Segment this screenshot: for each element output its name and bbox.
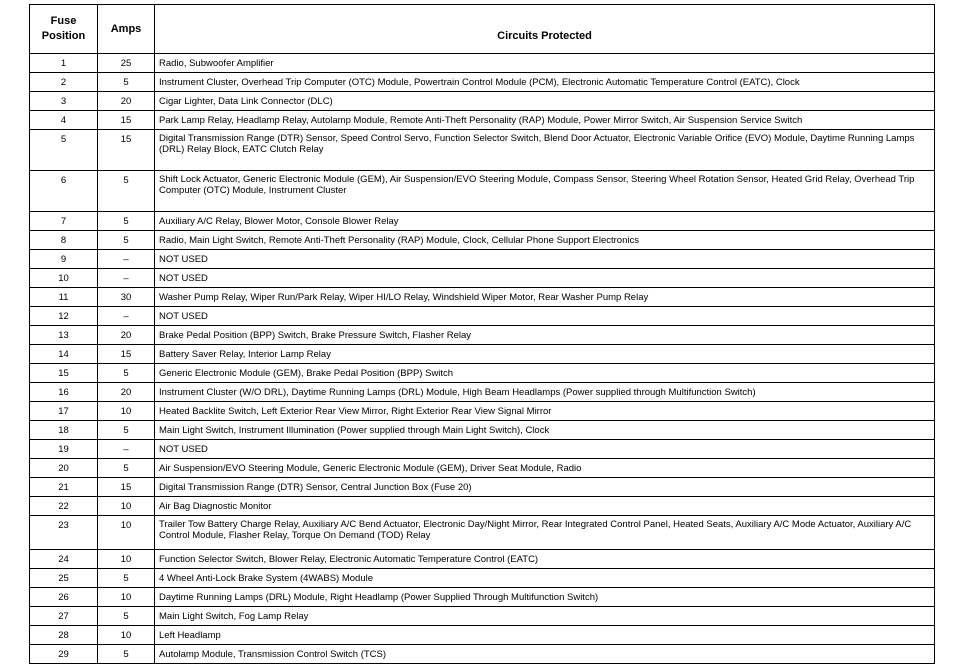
- amps-cell: 5: [98, 645, 155, 664]
- fuse-position-cell: 13: [30, 326, 98, 345]
- circuits-cell: NOT USED: [155, 307, 935, 326]
- table-row: [30, 383, 935, 402]
- circuits-cell: Autolamp Module, Transmission Control Switch (TCS): [155, 645, 935, 664]
- circuits-cell: Main Light Switch, Fog Lamp Relay: [155, 607, 935, 626]
- fuse-position-cell: 26: [30, 588, 98, 607]
- table-row: [30, 326, 935, 345]
- circuits-cell: Auxiliary A/C Relay, Blower Motor, Console Blower Relay: [155, 212, 935, 231]
- fuse-position-cell: 17: [30, 402, 98, 421]
- amps-cell: –: [98, 307, 155, 326]
- table-row: [30, 73, 935, 92]
- circuits-cell: NOT USED: [155, 440, 935, 459]
- amps-cell: 30: [98, 288, 155, 307]
- circuits-cell: Radio, Subwoofer Amplifier: [155, 54, 935, 73]
- table-row: [30, 231, 935, 250]
- amps-cell: 5: [98, 569, 155, 588]
- circuits-cell: NOT USED: [155, 269, 935, 288]
- amps-cell: –: [98, 440, 155, 459]
- amps-cell: 15: [98, 478, 155, 497]
- table-row: [30, 364, 935, 383]
- fuse-position-cell: 19: [30, 440, 98, 459]
- table-row: [30, 645, 935, 664]
- table-row: [30, 171, 935, 212]
- amps-cell: 20: [98, 326, 155, 345]
- fuse-position-cell: 1: [30, 54, 98, 73]
- header-circuits-protected: Circuits Protected: [155, 5, 935, 54]
- circuits-cell: NOT USED: [155, 250, 935, 269]
- fuse-table: [29, 4, 935, 664]
- amps-cell: 10: [98, 516, 155, 550]
- table-row: [30, 440, 935, 459]
- table-row: [30, 607, 935, 626]
- circuits-cell: Trailer Tow Battery Charge Relay, Auxiliary A/C Bend Actuator, Electronic Day/Night Mirror, Rear Integrated Control Panel, Heated Seats, Auxiliary A/C Mode Actuator, Auxiliary A/C Control Module, Flasher Relay, Torque On Demand (TOD) Relay: [155, 516, 935, 550]
- circuits-cell: 4 Wheel Anti-Lock Brake System (4WABS) Module: [155, 569, 935, 588]
- fuse-position-cell: 5: [30, 130, 98, 171]
- fuse-position-cell: 9: [30, 250, 98, 269]
- circuits-cell: Digital Transmission Range (DTR) Sensor, Speed Control Servo, Function Selector Switch, Blend Door Actuator, Electronic Variable Orifice (EVO) Module, Daytime Running Lamps (DRL) Relay Block, EATC Clutch Relay: [155, 130, 935, 171]
- circuits-cell: Function Selector Switch, Blower Relay, Electronic Automatic Temperature Control (EATC): [155, 550, 935, 569]
- circuits-cell: Air Suspension/EVO Steering Module, Generic Electronic Module (GEM), Driver Seat Module, Radio: [155, 459, 935, 478]
- table-row: [30, 54, 935, 73]
- fuse-position-cell: 15: [30, 364, 98, 383]
- amps-cell: 10: [98, 588, 155, 607]
- amps-cell: 20: [98, 92, 155, 111]
- fuse-position-cell: 8: [30, 231, 98, 250]
- fuse-position-cell: 6: [30, 171, 98, 212]
- amps-cell: 5: [98, 421, 155, 440]
- circuits-cell: Cigar Lighter, Data Link Connector (DLC): [155, 92, 935, 111]
- fuse-position-cell: 18: [30, 421, 98, 440]
- fuse-position-cell: 2: [30, 73, 98, 92]
- fuse-position-cell: 3: [30, 92, 98, 111]
- fuse-position-cell: 28: [30, 626, 98, 645]
- table-row: [30, 288, 935, 307]
- circuits-cell: Battery Saver Relay, Interior Lamp Relay: [155, 345, 935, 364]
- table-row: [30, 516, 935, 550]
- circuits-cell: Washer Pump Relay, Wiper Run/Park Relay, Wiper HI/LO Relay, Windshield Wiper Motor, Rear Washer Pump Relay: [155, 288, 935, 307]
- fuse-position-cell: 29: [30, 645, 98, 664]
- circuits-cell: Daytime Running Lamps (DRL) Module, Right Headlamp (Power Supplied Through Multifunction Switch): [155, 588, 935, 607]
- amps-cell: 10: [98, 550, 155, 569]
- circuits-cell: Park Lamp Relay, Headlamp Relay, Autolamp Module, Remote Anti-Theft Personality (RAP) Module, Power Mirror Switch, Air Suspension Service Switch: [155, 111, 935, 130]
- amps-cell: 5: [98, 171, 155, 212]
- fuse-position-cell: 24: [30, 550, 98, 569]
- fuse-position-cell: 7: [30, 212, 98, 231]
- fuse-position-cell: 20: [30, 459, 98, 478]
- circuits-cell: Instrument Cluster, Overhead Trip Computer (OTC) Module, Powertrain Control Module (PCM), Electronic Automatic Temperature Control (EATC), Clock: [155, 73, 935, 92]
- amps-cell: –: [98, 269, 155, 288]
- table-row: [30, 478, 935, 497]
- amps-cell: 15: [98, 111, 155, 130]
- amps-cell: 10: [98, 402, 155, 421]
- fuse-position-cell: 11: [30, 288, 98, 307]
- table-row: [30, 212, 935, 231]
- fuse-position-cell: 12: [30, 307, 98, 326]
- fuse-position-cell: 23: [30, 516, 98, 550]
- circuits-cell: Shift Lock Actuator, Generic Electronic Module (GEM), Air Suspension/EVO Steering Module, Compass Sensor, Steering Wheel Rotation Sensor, Heated Grid Relay, Overhead Trip Computer (OTC) Module, Instrument Cluster: [155, 171, 935, 212]
- header-amps: Amps: [98, 5, 155, 54]
- amps-cell: 15: [98, 345, 155, 364]
- table-row: [30, 459, 935, 478]
- fuse-position-cell: 16: [30, 383, 98, 402]
- circuits-cell: Left Headlamp: [155, 626, 935, 645]
- table-row: [30, 130, 935, 171]
- circuits-cell: Digital Transmission Range (DTR) Sensor, Central Junction Box (Fuse 20): [155, 478, 935, 497]
- circuits-cell: Generic Electronic Module (GEM), Brake Pedal Position (BPP) Switch: [155, 364, 935, 383]
- table-row: [30, 345, 935, 364]
- fuse-position-cell: 27: [30, 607, 98, 626]
- amps-cell: 5: [98, 73, 155, 92]
- amps-cell: 20: [98, 383, 155, 402]
- table-row: [30, 269, 935, 288]
- amps-cell: 5: [98, 212, 155, 231]
- amps-cell: 5: [98, 459, 155, 478]
- fuse-position-cell: 21: [30, 478, 98, 497]
- table-row: [30, 497, 935, 516]
- circuits-cell: Radio, Main Light Switch, Remote Anti-Theft Personality (RAP) Module, Clock, Cellular Phone Support Electronics: [155, 231, 935, 250]
- table-row: [30, 588, 935, 607]
- circuits-cell: Brake Pedal Position (BPP) Switch, Brake Pressure Switch, Flasher Relay: [155, 326, 935, 345]
- amps-cell: 15: [98, 130, 155, 171]
- circuits-cell: Heated Backlite Switch, Left Exterior Rear View Mirror, Right Exterior Rear View Signal Mirror: [155, 402, 935, 421]
- amps-cell: 5: [98, 364, 155, 383]
- table-row: [30, 421, 935, 440]
- table-row: [30, 250, 935, 269]
- table-row: [30, 550, 935, 569]
- table-body: [30, 54, 935, 664]
- circuits-cell: Air Bag Diagnostic Monitor: [155, 497, 935, 516]
- table-header-row: [30, 5, 935, 54]
- fuse-position-cell: 10: [30, 269, 98, 288]
- amps-cell: 5: [98, 231, 155, 250]
- amps-cell: 25: [98, 54, 155, 73]
- fuse-position-cell: 4: [30, 111, 98, 130]
- table-row: [30, 111, 935, 130]
- header-fuse-position: Fuse Position: [30, 5, 98, 54]
- amps-cell: 5: [98, 607, 155, 626]
- table-row: [30, 569, 935, 588]
- table-row: [30, 402, 935, 421]
- table-row: [30, 626, 935, 645]
- fuse-position-cell: 14: [30, 345, 98, 364]
- circuits-cell: Main Light Switch, Instrument Illumination (Power supplied through Main Light Switch), Clock: [155, 421, 935, 440]
- table-row: [30, 92, 935, 111]
- fuse-position-cell: 22: [30, 497, 98, 516]
- circuits-cell: Instrument Cluster (W/O DRL), Daytime Running Lamps (DRL) Module, High Beam Headlamps (Power supplied through Multifunction Switch): [155, 383, 935, 402]
- amps-cell: 10: [98, 626, 155, 645]
- fuse-position-cell: 25: [30, 569, 98, 588]
- table-row: [30, 307, 935, 326]
- amps-cell: –: [98, 250, 155, 269]
- amps-cell: 10: [98, 497, 155, 516]
